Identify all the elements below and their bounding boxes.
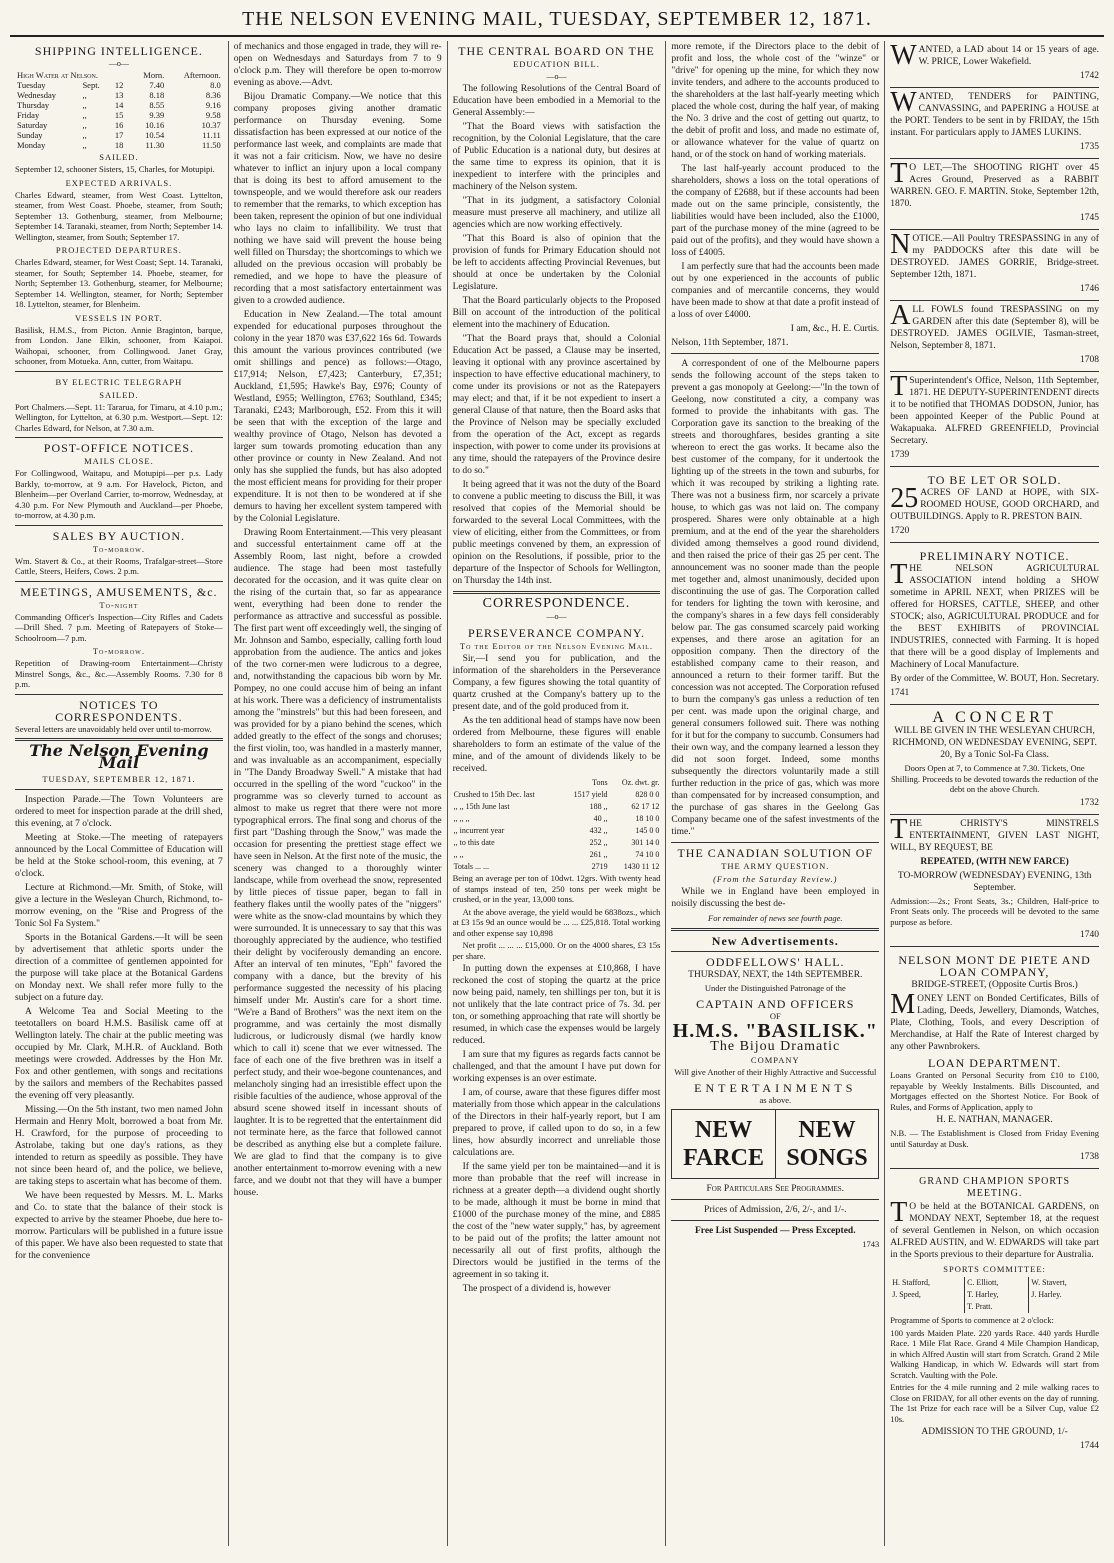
committee-heading: SPORTS COMMITTEE:	[943, 1264, 1046, 1274]
drop-cap: W	[890, 87, 917, 118]
ad-number: 1738	[1079, 1152, 1099, 1162]
column-3	[448, 41, 667, 1546]
ad-number: 1735	[1079, 142, 1099, 152]
loan-text: Loans Granted on Personal Security from £10 to £100, repayable by Weekly Instalments. Bills Discounted, and Mortgages effected on the Shortest Notice. For Book of Rules, and Forms of Application, apply to	[890, 1070, 1099, 1112]
sales-text: Wm. Stavert & Co., at their Rooms, Trafalgar-street—Store Cattle, Steers, Heifers, Cows. 2 p.m.	[15, 555, 223, 576]
expected-text: Charles Edward, steamer, from West Coast. Lyttelton, steamer, from West Coast. Phoebe, steamer, from South; September 13. Gothenburg, steamer, from Melbourne; September 14. Taranaki, steamer, from North; September 14. Wellington, steamer, from South; September 17.	[15, 189, 223, 242]
new-farce: NEW FARCE	[672, 1110, 775, 1178]
ad-wanted-tenders: W ANTED, TENDERS for PAINTING, CANVASSING, and PAPERING a HOUSE at the PORT. Tenders to be sent in by FRIDAY, the 15th instant. For particulars apply to JAMES LUKINS. 1735	[890, 88, 1099, 159]
table-row: Crushed to 15th Dec. last 1517 yield 828 0 0	[453, 790, 660, 799]
letter-para-1: Sir,—I send you for publication, and the information of the shareholders in the Perseverance Company, a few figures showing the total quantity of quartz crushed at the Company's battery up to the present date, and of the gold produced from it.	[452, 654, 661, 712]
mails-close: MAILS CLOSE.	[84, 456, 154, 466]
ad-to-let: T O LET,—The SHOOTING RIGHT over 45 Acres Ground, Preserved as a RABBIT WARREN. GEO. F. MARTIN. Stoke, September 12th, 1870. 1745	[890, 159, 1099, 230]
canadian-heading: THE CANADIAN SOLUTION OF	[677, 846, 874, 860]
oddfellows-captain: CAPTAIN AND OFFICERS	[696, 996, 855, 1011]
meetings-tonight: To-night	[99, 599, 139, 610]
ad-number: 1732	[1079, 797, 1099, 808]
resolution-1: "That the Board views with satisfaction the recognition, by the Colonial Legislature, that the care of Public Education is a national duty, but desires at the same time to express its opinion, that it is inexpedient to interfere with the principles and machinery of the Nelson system.	[452, 122, 661, 192]
free-list: Free List Suspended — Press Excepted.	[694, 1226, 856, 1236]
concert-text: WILL BE GIVEN IN THE WESLEYAN CHURCH, RICHMOND, ON WEDNESDAY EVENING, SEPT. 20, By a Tonic Sol-Fa Class.	[892, 726, 1097, 760]
notices-heading: NOTICES TO CORRESPONDENTS.	[55, 697, 183, 724]
company-label: COMPANY	[750, 1055, 800, 1065]
ad-number: 1742	[1079, 71, 1099, 81]
expected-heading: EXPECTED ARRIVALS.	[65, 177, 173, 188]
ad-concert	[890, 705, 1099, 815]
divider	[15, 437, 223, 438]
separator: —o—	[546, 612, 567, 621]
article-sports: Sports in the Botanical Gardens.—It will be seen by advertisement that athletic sports under the direction of a committee of gentlemen appointed for the purpose will take place at the Botanical Gardens on Monday next. We shall refer more fully to the subject on a future day.	[15, 933, 223, 1003]
ad-number: 1745	[1079, 213, 1099, 223]
meetings-tomorrow: To-morrow.	[92, 646, 145, 656]
drop-cap: T	[890, 1197, 908, 1228]
resolution-2: "That in its judgment, a satisfactory Colonial measure must preserve all machinery, and utilize all agencies which are now working effectively.	[452, 196, 661, 230]
divider	[15, 581, 223, 582]
projected-text: Charles Edward, steamer, for West Coast; Sept. 14. Taranaki, steamer, for South; September 14. Phoebe, steamer, for North; September 13. Gothenburg, steamer, for Melbourne; September 14. Wellington, steamer, for North; September 18. Lyttelton, steamer, for Blenheim.	[15, 257, 223, 309]
resolution-4: That the Board particularly objects to the Proposed Bill on account of the introduction of the political element into the machinery of Education.	[452, 296, 661, 330]
table-row: T. Pratt.	[890, 1301, 1099, 1313]
entries-text: Entries for the 4 mile running and 2 mile walking races to Close on FRIDAY, for all other events on the day of running. The 1st Prize for each race will be a Silver Cup, value £2 10s.	[890, 1382, 1099, 1424]
table-header: Tons Oz. dwt. gr.	[592, 778, 660, 787]
letter-para-2: As the ten additional head of stamps have now been ordered from Melbourne, these figures will enable shareholders to form an estimate of the value of the mine, and of the amount of dividends likely to be received.	[452, 716, 661, 774]
article-marks: We have been requested by Messrs. M. L. Marks and Co. to state that the balance of their stock is expected to arrive by the steamer Phoebe, due here to-morrow. Particulars will be published in a future issue of this paper. We have also been requested to state that for the convenience	[15, 1191, 223, 1261]
divider	[671, 353, 879, 354]
mont-address: BRIDGE-STREET, (Opposite Curtis Bros.)	[911, 980, 1078, 990]
table-row: ,, ,, 261 ,, 74 10 0	[453, 850, 660, 859]
correspondence-heading: CORRESPONDENCE.	[482, 596, 631, 611]
crushing-table	[453, 777, 661, 873]
oddfellows-of: OF	[769, 1010, 781, 1021]
resolution-5: "That the Board prays that, should a Colonial Education Act be passed, a Clause may be inserted, leaving it optional with any province ascertained by inspection to have effective educational machinery, to come under its provisions or not as the Ratepayers may elect; and that, if it be not expedient to insert a general Clause of that nature, then the Board asks that the Province of Nelson may be specially excluded from the operation of the Act, except as regards inspection, with power to come under its provisions at any time, should the ratepayers of the Province desire to do so."	[452, 334, 661, 476]
table-row: ,, to this date 252 ,, 301 14 0	[453, 838, 660, 847]
divider	[453, 591, 661, 594]
tide-row: Sunday ,, 17 10.54 11.11	[17, 130, 221, 140]
letter-date: Nelson, 11th September, 1871.	[671, 338, 789, 348]
letter-para-7: The prospect of a dividend is, however	[462, 1284, 611, 1294]
divider	[15, 694, 223, 695]
article-bijou: Bijou Dramatic Company.—We notice that this company proposes giving another dramatic performance on Thursday evening. Some dissatisfaction has been expressed at our notice of the performance last week, and complaints are made that it was not a fair criticism. Now, we have no desire whatever to inflict an injury upon a local company that is doing its best to afford amusement to the townspeople, and we would therefore ask our readers to remember that the remarks, to which exception has been taken, represent the opinion of but one individual who lays no claim to infallibility. We trust that nothing we have said will prevent the house being well filled on Thursday; the shortcomings to which we alluded on the previous occasion will probably be remedied, and we hope to have the pleasure of recording that a most satisfactory entertainment was given to a crowded audience.	[233, 92, 442, 306]
tide-row: Tuesday Sept. 12 7.40 8.0	[17, 80, 221, 90]
table-totals: Totals ... ... 2719 1430 11 12	[453, 862, 660, 871]
sailed-text: September 12, schooner Sisters, 15, Charles, for Motupipi.	[15, 164, 215, 174]
drop-cap: T	[890, 559, 908, 590]
oddfellows-ship: H.M.S. "BASILISK."	[672, 1020, 878, 1042]
article-education: Education in New Zealand.—The total amount expended for educational purposes throughout the colony in the year 1870 was £37,622 16s 6d. Towards this amount the various provinces contributed (we omit shillings and pence) as follows:—Otago, £17,914; Nelson, £7,423; Canterbury, £7,351; Auckland, £1,595; Hawke's Bay, £976; County of Westland, £955; Wellington, £763; Southland, £345; Taranaki, £243; Marlborough, £52. From this it will be seen that with the exception of the large and wealthy province of Otago, Nelson has devoted a larger sum towards promoting education than any other province or county in New Zealand. And not only has she supplied the funds, but has also adopted the most efficient means for providing for their proper expenditure. It is not then to be wondered at if she demurs to having her excellent system tampered with by the Colonial Legislature.	[233, 310, 442, 524]
letter-cont-1: more remote, if the Directors place to the debit of profit and loss, the whole cost of the "winze" or "drive" for opening up the mine, for which they now invite tenders, and adhere to the accounts produced to the shareholders at the last half-yearly meeting which placed the whole cost, during the half year, of making the No. 3 drive and the cost of getting out quartz, to the debit of profit and loss, and made no estimate of, or allowance whatever for the value of quartz on hand, or of the stock on hand of working materials.	[671, 42, 880, 160]
oddfellows-patronage: Under the Distinguished Patronage of the	[704, 983, 846, 993]
perseverance-heading: PERSEVERANCE COMPANY.	[467, 626, 646, 640]
tide-row: Wednesday ,, 13 8.18 8.36	[17, 90, 221, 100]
letter-yield: At the above average, the yield would be 6838ozs., which at £3 15s 9d an ounce would be ... ... £25,818. Total working and other expense say 10,898	[452, 906, 661, 938]
letter-signature: I am, &c., H. E. Curtis.	[790, 324, 880, 334]
table-row: ,, ,, ,, 40 ,, 18 10 0	[453, 814, 660, 823]
oddfellows-will: Will give Another of their Highly Attractive and Successful	[674, 1067, 877, 1077]
meetings-text-1: Commanding Officer's Inspection—City Rifles and Cadets—Drill Shed. 7 p.m. Meeting of Ratepayers of Stoke—Schoolroom—7 p.m.	[15, 611, 223, 643]
remainder-note: For remainder of news see fourth page.	[708, 913, 843, 923]
tide-row: Thursday ,, 14 8.55 9.16	[17, 100, 221, 110]
divider	[671, 951, 879, 952]
nb-text: N.B. — The Establishment is Closed from Friday Evening until Saturday at Dusk.	[890, 1128, 1099, 1149]
table-row: J. Speed, T. Harley, J. Harley.	[892, 1290, 1062, 1299]
ad-all-fowls: A LL FOWLS found TRESPASSING on my GARDEN after this date (September 8), will be DESTROYED. JAMES OGILVIE, Tasman-street, Nelson, September 8, 1871. 1708	[890, 301, 1099, 372]
paper-title: The Nelson Evening Mail	[29, 741, 209, 772]
programmes-note: For Particulars See Programmes.	[706, 1184, 845, 1194]
prelim-order: By order of the Committee, W. BOUT, Hon. Secretary.	[890, 674, 1099, 684]
projected-heading: PROJECTED DEPARTURES.	[55, 245, 182, 255]
telegraph-heading: BY ELECTRIC TELEGRAPH	[55, 376, 183, 387]
ad-deputy-superintendent: T Superintendent's Office, Nelson, 11th September, 1871. HE DEPUTY-SUPERINTENDENT directs it to be notified that THOMAS DODSON, Junior, has been appointed Keeper of the Public Pound at Wakapuaka. ALFRED GREENFIELD, Provincial Secretary. 1739	[890, 372, 1099, 467]
oddfellows-date: THURSDAY, NEXT, the 14th SEPTEMBER.	[688, 970, 863, 980]
article-missing: Missing.—On the 5th instant, two men named John Hermain and Henry Molt, borrowed a boat from Mr. H. Crawford, for the purpose of proceeding to Astrolabe, taking but one day's rations, as they intended to return as speedily as possible. They have not since been heard of, and the police, we believe, are taking steps to ascertain what has become of them.	[15, 1105, 223, 1187]
concert-heading: A CONCERT	[932, 709, 1057, 726]
oddfellows-heading: ODDFELLOWS' HALL.	[706, 955, 845, 969]
canadian-source: (From the Saturday Review.)	[713, 874, 838, 884]
farce-songs-box	[671, 1109, 879, 1179]
sports-heading: GRAND CHAMPION SPORTS MEETING.	[919, 1176, 1071, 1199]
tide-row: Monday ,, 18 11.30 11.50	[17, 140, 221, 150]
ad-number: 1741	[890, 688, 910, 698]
table-row: H. Stafford, C. Elliott, W. Stavert,	[892, 1278, 1067, 1287]
ground-admission: ADMISSION TO THE GROUND, 1/-	[921, 1427, 1068, 1437]
repeated: REPEATED, (WITH NEW FARCE)	[920, 856, 1069, 867]
shipping-heading: SHIPPING INTELLIGENCE.	[34, 44, 203, 58]
dateline: TUESDAY, SEPTEMBER 12, 1871.	[42, 774, 196, 784]
to-editor: To the Editor of the Nelson Evening Mail.	[459, 641, 654, 651]
article-geelong-gas: A correspondent of one of the Melbourne papers sends the following account of the steps taken to prevent a gas monopoly at Geelong:—"In the town of Geelong, now constituted a city, a company was formed to provide the inhabitants with gas. The Corporation gave its sanction to the breaking of the streets and thoroughfares, besides granting a site whereon to erect the gas works. It became also the best customer of the company, for it undertook the lighting up of the streets in the town and suburbs, for which it was recouped by striking a lighting rate. There was not a business firm, nor scarcely a private house, to which gas was not laid on. The company prospered. Shares were only obtainable at a high premium, and at the end of the year the shareholders divided among themselves a good round dividend, and then raised the price of their gas 25 per cent. The announcement was no sooner made than the people met together and, almost unanimously, decided upon discontinuing the use of gas. The Corporation called for tenders for lighting the town with kerosine, and the company's shares in a few days fell considerably below par. The gas consumed scarcely paid working expenses, and there arose an agitation for an opposition company. Then the directory of the established company came to their reason, and announced a return to their former tariff. But the concession was not accepted. The Corporation refused to burn the company's gas unless a reduction of ten per cent. was made upon the original charge, and general consumers followed suit. There was nothing for it but for the company to succumb. Consumers had their own way, and the company learned a lesson they did not soon forget. Indeed, some months subsequently the directors voluntarily made a still further reduction in the price of gas, which was more than compensated for by increased consumption, and the purchase of gas shares in the Geelong Gas Company became one of the safest investments of the time."	[671, 359, 880, 837]
letter-cont-2: The last half-yearly account produced to the shareholders, shows a loss on the total operations of the company of £2688, but if these accounts had been made out on the same principle, consistently, the liabilities would have been included, also the £1000, part of the purchase money of the mine (agreed to be paid out of the profits), and they would have shown a loss of £4005.	[671, 164, 880, 258]
column-5	[885, 41, 1104, 1546]
programme-list: 100 yards Maiden Plate. 220 yards Race. 440 yards Hurdle Race. 1 Mile Flat Race. Grand 4 Mile Champion Handicap, in which Alfred Austin will start from Scratch. Grand 2 Mile Walking Handicap, in which W. Edwards will start from Scratch. Vaulting with the Pole.	[890, 1327, 1099, 1380]
column-2	[229, 41, 448, 1546]
programme-heading: Programme of Sports to commence at 2 o'clock:	[890, 1315, 1054, 1325]
tide-header: High Water at Nelson. Morn. Afternoon.	[17, 70, 221, 80]
masthead: THE NELSON EVENING MAIL, TUESDAY, SEPTEMBER 12, 1871.	[10, 8, 1104, 37]
meetings-heading: MEETINGS, AMUSEMENTS, &c.	[20, 584, 218, 599]
central-board-heading: THE CENTRAL BOARD ON THE	[458, 44, 655, 58]
ad-number: 1739	[890, 450, 910, 460]
letter-cont-3: I am perfectly sure that had the accounts been made out by one experienced in the accounts of public companies and of mercantile concerns, they would have been made to show at that date a profit instead of a loss of over £4000.	[671, 262, 880, 320]
as-above: as above.	[759, 1094, 792, 1105]
mont-heading: NELSON MONT DE PIETE AND LOAN COMPANY,	[898, 953, 1091, 979]
tide-table	[15, 70, 223, 150]
divider	[671, 842, 879, 843]
article-stoke: Meeting at Stoke.—The meeting of ratepayers announced by the Local Committee of Education will be held at the Stoke school-room, this evening, at 7 o'clock.	[15, 833, 223, 879]
new-ads-heading: New Advertisements.	[711, 934, 839, 948]
resolution-3: "That this Board is also of opinion that the provision of funds for Primary Education should not be left to accidents affecting Provincial Revenues, but should at once be undertaken by the Colonial Legislature.	[452, 234, 661, 292]
let-heading: TO BE LET OR SOLD.	[927, 473, 1062, 487]
resolution-intro: The following Resolutions of the Central Board of Education have been embodied in a Memorial to the General Assembly:—	[452, 84, 661, 118]
divider	[671, 928, 879, 931]
drop-cap: W	[890, 41, 917, 71]
table-row: ,, ,, 15th June last 188 ,, 62 17 12	[453, 802, 660, 811]
divider	[15, 371, 223, 372]
drop-cap: A	[890, 300, 911, 331]
prelim-heading: PRELIMINARY NOTICE.	[919, 549, 1070, 563]
ad-wanted-lad: W ANTED, a LAD about 14 or 15 years of age. W. PRICE, Lower Wakefield. 1742	[890, 41, 1099, 88]
drop-cap: 25	[890, 483, 919, 514]
nathan-manager: H. E. NATHAN, MANAGER.	[936, 1115, 1053, 1125]
vessels-text: Basilisk, H.M.S., from Picton. Annie Braginton, barque, from London. Jane Elkin, schooner, from Kaiapoi. Waihopai, schooner, from Collingwood. Janet Gray, schooner, from Motueka. Ann, cutter, from Waitapu.	[15, 324, 223, 366]
admission-prices: Prices of Admission, 2/6, 2/-, and 1/-.	[704, 1205, 847, 1215]
ad-number: 1708	[1079, 355, 1099, 365]
divider	[15, 525, 223, 526]
sales-tomorrow: To-morrow.	[92, 543, 145, 554]
ad-mont-de-piete: NELSON MONT DE PIETE AND LOAN COMPANY, BRIDGE-STREET, (Opposite Curtis Bros.) M ONEY LENT on Bonded Certificates, Bills of Lading, Deeds, Jewellery, Diamonds, Watches, Plate, Clothing, Tools, and every Description of Merchandise, at Half the Rate of Interest charged by any other Pawnbrokers. LOAN DEPARTMENT. Loans Granted on Personal Security from £10 to £100, repayable by Weekly Instalments. Bills Discounted, and Mortgages effected on the Shortest Notice. For Book of Rules, and Forms of Application, apply to H. E. NATHAN, MANAGER. N.B. — The Establishment is Closed from Friday Evening until Saturday at Dusk. 1738	[890, 947, 1099, 1169]
notices-text: Several letters are unavoidably held over until to-morrow.	[15, 723, 212, 734]
concert-details: Doors Open at 7, to Commence at 7.30. Tickets, One Shilling. Proceeds to be devoted towards the reduction of the debt on the above Church.	[890, 763, 1099, 794]
tide-row: Saturday ,, 16 10.16 10.37	[17, 120, 221, 130]
divider	[671, 1199, 879, 1200]
table-row: ,, incurrent year 432 ,, 145 0 0	[453, 826, 660, 835]
drop-cap: T	[890, 371, 908, 402]
letter-para-4: I am sure that my figures as regards facts cannot be challenged, and that the amount I have put down for working expenses is an over estimate.	[452, 1050, 661, 1084]
divider	[671, 1220, 879, 1221]
divider	[15, 789, 223, 790]
canadian-subheading: THE ARMY QUESTION.	[721, 861, 830, 871]
ad-number: 1746	[1079, 284, 1099, 294]
drop-cap: T	[890, 158, 908, 189]
ad-sports-meeting: GRAND CHAMPION SPORTS MEETING. T O be held at the BOTANICAL GARDENS, on MONDAY NEXT, September 18, at the request of several Gentlemen in Nelson, on which occasion ALFRED AUSTIN, and W. EDWARDS will take part in the Sports previous to their departure for Australia. SPORTS COMMITTEE: H. Stafford, C. Elliott, W. Stavert, J. Speed, T. Harley, J. Harley. T. Pratt. Programme of Sports to commence at 2 o'clock: 100 yards Maiden Plate. 220 yards Race. 440 yards Hurdle Race. 1 Mile Flat Race. Grand 4 Mile Champion Handicap, in which Alfred Austin will start from Scratch. Grand 2 Mile Walking Handicap, in which W. Edwards will start from Scratch. Vaulting with the Pole. Entries for the 4 mile running and 2 mile walking races to Close on FRIDAY, for all other events on the day of running. The 1st Prize for each race will be a Silver Cup, value £2 10s. ADMISSION TO THE GROUND, 1/- 1744	[890, 1176, 1099, 1451]
letter-profit: Net profit ... ... ... £15,000. Or on the 4000 shares, £3 15s per share.	[452, 940, 661, 961]
drop-cap: N	[890, 229, 911, 260]
letter-para-5: I am, of course, aware that these figures differ most materially from those which appear in the calculations of the Directors in their half-yearly report, but I am prepared to prove, if called upon to do so, in a few lines, how absurdly incorrect and unreliable those calculations are.	[452, 1088, 661, 1158]
drop-cap: T	[890, 813, 908, 845]
central-board-subheading: EDUCATION BILL.	[513, 59, 600, 69]
article-welcome-tea: A Welcome Tea and Social Meeting to the teetotallers on board H.M.S. Basilisk came off at Wellington lately. The chair at the public meeting was occupied by Mr. Clark, M.H.R. of Auckland. Both meetings were crowded. Addresses by the Hon Mr. Fox and other gentlemen, with songs and recitations by the sailors and members of the Rechabites passed the evening off very pleasantly.	[15, 1007, 223, 1101]
entertainments: ENTERTAINMENTS	[694, 1080, 857, 1095]
separator: —o—	[108, 59, 129, 68]
ad-number: 1720	[890, 526, 910, 536]
sales-heading: SALES BY AUCTION.	[52, 528, 186, 543]
ad-notice-poultry: N OTICE.—All Poultry TRESPASSING in any of my PADDOCKS after this date will be DESTROYED. JAMES GORRIE, Bridge-street. September 12th, 1871. 1746	[890, 230, 1099, 301]
telegraph-sailed: SAILED.	[99, 389, 139, 400]
ad-number: 1743	[862, 1239, 880, 1249]
article-lecture: Lecture at Richmond.—Mr. Smith, of Stoke, will give a lecture in the Wesleyan Church, Richmond, to-morrow evening, on the "Rise and Progress of the Tonic Sol Fa System."	[15, 883, 223, 929]
article-marks-cont: of mechanics and those engaged in trade, they will re-open on Wednesdays and Saturdays from 7 to 9 o'clock p.m. They will therefore be open to-morrow evening as above.—Advt.	[233, 42, 442, 88]
ad-let-or-sold: TO BE LET OR SOLD. 25 ACRES OF LAND at HOPE, with SIX-ROOMED HOUSE, GOOD ORCHARD, and OUTBUILDINGS. Apply to R. PRESTON BAIN. 1720	[890, 467, 1099, 543]
resolution-outcome: It being agreed that it was not the duty of the Board to convene a public meeting to discuss the Bill, it was resolved that copies of the Memorial should be forwarded to the several Local Committees, with the view of eliciting, either from the Committees, or from public meetings convened by them, an expression of opinion on the Resolutions, if possible, prior to the departure of the Inspector of Schools for Wellington, on Thursday the 14th inst.	[452, 480, 661, 586]
letter-para-3: In putting down the expenses at £10,868, I have reckoned the cost of stoping the quartz at the price now being paid, namely, ten shillings per ton, but it is not unlikely that the late contract price of 7s. 3d. per ton, or something approaching that rate will shortly be resumed, in which case the expenses would be largely reduced.	[452, 964, 661, 1046]
letter-average: Being an average per ton of 10dwt. 12grs. With twenty head of stamps instead of ten, 250 tons per week might be crushed, or in the year, 13,000 tons.	[452, 873, 661, 904]
christy-date: TO-MORROW (WEDNESDAY) EVENING, 13th September.	[897, 870, 1092, 893]
meetings-text-2: Repetition of Drawing-room Entertainment—Christy Minstrel Songs, &c., &c.—Assembly Rooms. 7.30 for 8 p.m.	[15, 658, 223, 689]
column-1	[10, 41, 229, 1546]
sailed-heading: SAILED.	[99, 152, 139, 162]
ad-number: 1744	[1079, 1441, 1099, 1451]
post-office-text: For Collingwood, Waitapu, and Motupipi—per p.s. Lady Barkly, to-morrow, at 9 a.m. For Havelock, Picton, and Blenheim—per Overland Carrier, to-morrow, Wednesday, at 4.30 p.m. For New Plymouth and Auckland—per Phoebe, to-morrow, at 4.30 p.m.	[15, 468, 223, 520]
loan-heading: LOAN DEPARTMENT.	[927, 1056, 1062, 1070]
columns	[10, 41, 1104, 1546]
new-songs: NEW SONGS	[786, 1117, 868, 1171]
telegraph-text: Port Chalmers.—Sept. 11: Tararua, for Timaru, at 4.10 p.m.; Wellington, for Lyttelton, at 6.30 p.m. Westport.—Sept. 12: Charles Edward, for Nelson, at 7.30 a.m.	[15, 401, 223, 433]
post-office-heading: POST-OFFICE NOTICES.	[43, 441, 195, 455]
drop-cap: M	[890, 989, 916, 1020]
vessels-heading: VESSELS IN PORT.	[74, 312, 163, 323]
ad-christy-minstrels: T HE CHRISTY'S MINSTRELS ENTERTAINMENT, GIVEN LAST NIGHT, WILL, BY REQUEST, BE REPEATED, (WITH NEW FARCE) TO-MORROW (WEDNESDAY) EVENING, 13th September. Admission:—2s.; Front Seats, 3s.; Children, Half-price to Front Seats only. The proceeds will be devoted to the same purpose as before. 1740	[890, 815, 1099, 948]
separator: —o—	[546, 72, 567, 81]
bijou-company: The Bijou Dramatic	[710, 1039, 841, 1054]
christy-admission: Admission:—2s.; Front Seats, 3s.; Children, Half-price to Front Seats only. The proceeds will be devoted to the same purpose as before.	[890, 895, 1099, 927]
column-4	[666, 41, 885, 1546]
ad-number: 1740	[1079, 930, 1099, 940]
committee-table	[890, 1277, 1099, 1313]
letter-para-6: If the same yield per ton be maintained—and it is more than probable that the reef will increase in richness at a greater depth—a dividend ought shortly to be made, although it must be borne in mind that £1000 of the purchase money of the mine, and £885 the cost of the "new water supply," has, by agreement to be paid out of the profits; the latter amount not necessarily all out of first profits, although the Directors would be justified in the terms of the agreement in so taking it.	[452, 1162, 661, 1280]
tide-row: Friday ,, 15 9.39 9.58	[17, 110, 221, 120]
article-drawing-room: Drawing Room Entertainment.—This very pleasant and successful entertainment came off at the Assembly Room, last night, before a crowded audience. The stage had been most tastefully decorated for the occasion, and it was quite clear on the rising of the curtain that, so far as appearance went, everything had been done to render the performance as attractive and successful as possible. The first part went off exceedingly well, the singing of Mr. Johnson and Sambo, especially, calling forth loud approbation from the audience. The antics and jokes of the two corner-men were ludicrous to a degree, and, notwithstanding the capacious bib worn by Mr. Pompey, no one could accuse him of being an infant at his work. There was a deficiency of instrumentalists among the "minstrels" but this had been foreseen, and was provided for by a piano behind the scenes, which added greatly to the effect of the songs and choruses; the first violin, too, was handled in a masterly manner, and was invaluable as an accompaniment, especially in "The Dandy Broadway Swell." A mistake that had occurred in the spelling of the word "cuckoo" in the programme was so cleverly turned to account as almost to make us regret that there were not more typographical errors. The final song and chorus of the first part "Dashing through the Snow," was made the occasion for presenting the prettiest stage effect we have seen in Nelson. At the first note of the music, the scenery was changed to a thoroughly winter landscape, while from overhead the snow, represented by little pieces of tissue paper, began to fall in feathery flakes until the woolly pates of the "niggers" were white as the snow-clad mountains by which they were surrounded. It is unnecessary to say that this was thoroughly appreciated by the audience, who testified their delight by vociferously demanding an encore. After an interval of ten minutes, "Eph" favored the company with a dance, but the brevity of his performance suggested the necessity of his placing himself under Mr. Austin's care for a short time. "We're a Band of Brothers" was the next item on the programme, and was certainly the most dismally ludicrous, or ludicrously dismal (we hardly know which to call it) scene that we ever witnessed. The face of each one of the five brethren was in itself a perfect study, and their woe-begone countenances, and melancholy singing had an irresistible effect upon the risible faculties of the audience, whose approval of the absurd scene showed itself in incessant shouts of laughter. It is to be regretted that the entertainment did not terminate here, as the farce that followed cannot be described as anything else but a complete failure. We are glad to find that the company is to give another entertainment to-morrow evening with a new farce, and we doubt not that they will have a bumper house.	[233, 528, 442, 1198]
ad-preliminary-notice: PRELIMINARY NOTICE. T HE NELSON AGRICULTURAL ASSOCIATION intend holding a SHOW sometime in APRIL NEXT, when PRIZES will be offered for HORSES, CATTLE, SHEEP, and other STOCK; also, AGRICULTURAL PRODUCE and for the BEST EXHIBITS of PROVINCIAL INDUSTRIES, connected with Farming. It is hoped that there will be a good display of Implements and Machinery of Local Manufacture. By order of the Committee, W. BOUT, Hon. Secretary. 1741	[890, 543, 1099, 705]
article-inspection: Inspection Parade.—The Town Volunteers are ordered to meet for inspection parade at the drill shed, this evening, at 7 o'clock.	[15, 795, 223, 829]
canadian-text: While we in England have been employed in noisily discussing the best de-	[671, 887, 880, 909]
